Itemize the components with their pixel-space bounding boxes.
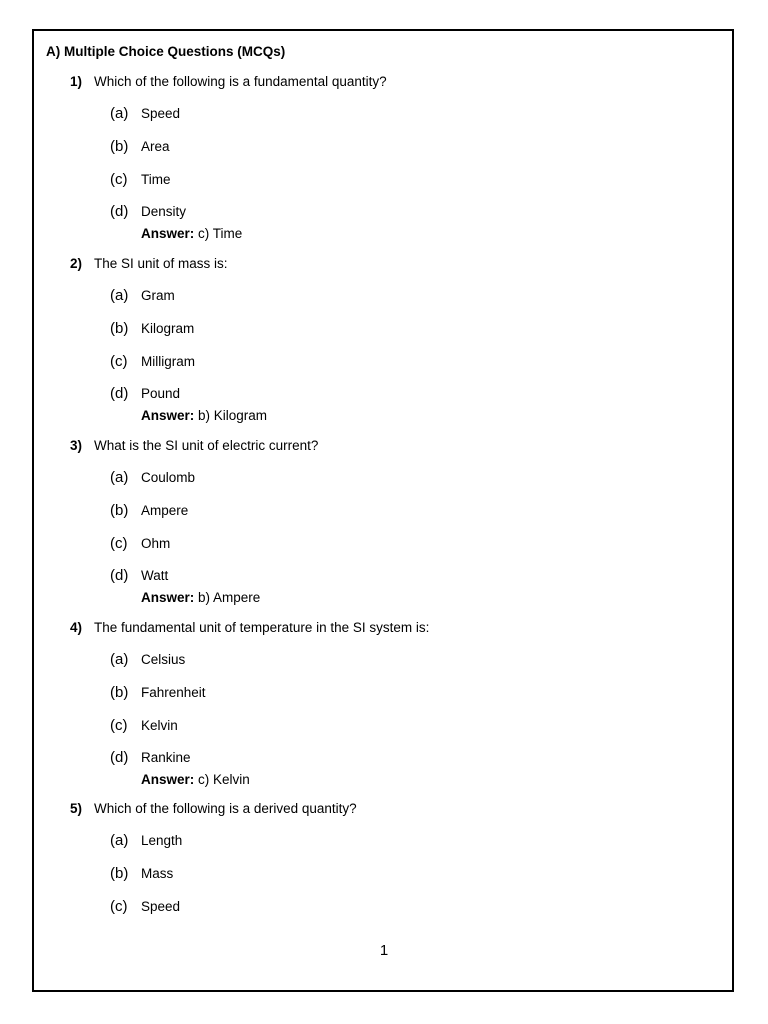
answer-line (141, 408, 267, 423)
option-text: Coulomb (141, 470, 196, 485)
option-text: Length (141, 833, 183, 848)
answer-line (141, 772, 250, 787)
answer-line (141, 590, 260, 605)
option-label: (c) (110, 898, 128, 915)
option-label: (a) (110, 832, 129, 849)
question-text: Which of the following is a fundamental quantity? (94, 74, 387, 89)
answer-label: Answer: (141, 590, 195, 605)
option-label: (b) (110, 138, 129, 155)
option-text: Gram (141, 288, 175, 303)
option-text: Speed (141, 106, 181, 121)
option-label: (b) (110, 502, 129, 519)
option-text: Watt (141, 568, 169, 583)
answer-value: c) Time (198, 226, 243, 241)
question-text: What is the SI unit of electric current? (94, 438, 319, 453)
option-label: (a) (110, 105, 129, 122)
option-label: (c) (110, 717, 128, 734)
option-text: Milligram (141, 354, 195, 369)
answer-label: Answer: (141, 408, 195, 423)
answer-value: b) Kilogram (198, 408, 268, 423)
option-text: Pound (141, 386, 181, 401)
answer-value: b) Ampere (198, 590, 261, 605)
question-text: The SI unit of mass is: (94, 256, 228, 271)
question-number: 4) (70, 620, 83, 635)
page-number: 1 (379, 942, 389, 959)
answer-line (141, 226, 242, 241)
option-label: (d) (110, 203, 129, 220)
option-text: Area (141, 139, 170, 154)
option-text: Mass (141, 866, 174, 881)
option-text: Speed (141, 899, 181, 914)
question-number: 3) (70, 438, 83, 453)
option-label: (b) (110, 320, 129, 337)
question-text: The fundamental unit of temperature in the SI system is: (94, 620, 430, 635)
option-label: (c) (110, 353, 128, 370)
option-text: Fahrenheit (141, 685, 206, 700)
question-number: 2) (70, 256, 83, 271)
question-number: 1) (70, 74, 83, 89)
page-border (32, 29, 734, 992)
option-label: (d) (110, 749, 129, 766)
section-title: A) Multiple Choice Questions (MCQs) (46, 44, 286, 59)
option-text: Kelvin (141, 718, 178, 733)
option-text: Time (141, 172, 171, 187)
option-label: (a) (110, 469, 129, 486)
option-text: Celsius (141, 652, 186, 667)
option-text: Kilogram (141, 321, 195, 336)
option-text: Ohm (141, 536, 171, 551)
answer-value: c) Kelvin (198, 772, 250, 787)
option-label: (a) (110, 651, 129, 668)
option-label: (a) (110, 287, 129, 304)
option-text: Density (141, 204, 187, 219)
option-label: (c) (110, 171, 128, 188)
question-text: Which of the following is a derived quantity? (94, 801, 357, 816)
option-label: (b) (110, 865, 129, 882)
question-number: 5) (70, 801, 83, 816)
option-label: (b) (110, 684, 129, 701)
option-text: Rankine (141, 750, 191, 765)
answer-label: Answer: (141, 772, 195, 787)
answer-label: Answer: (141, 226, 195, 241)
option-label: (c) (110, 535, 128, 552)
option-label: (d) (110, 567, 129, 584)
option-label: (d) (110, 385, 129, 402)
option-text: Ampere (141, 503, 189, 518)
